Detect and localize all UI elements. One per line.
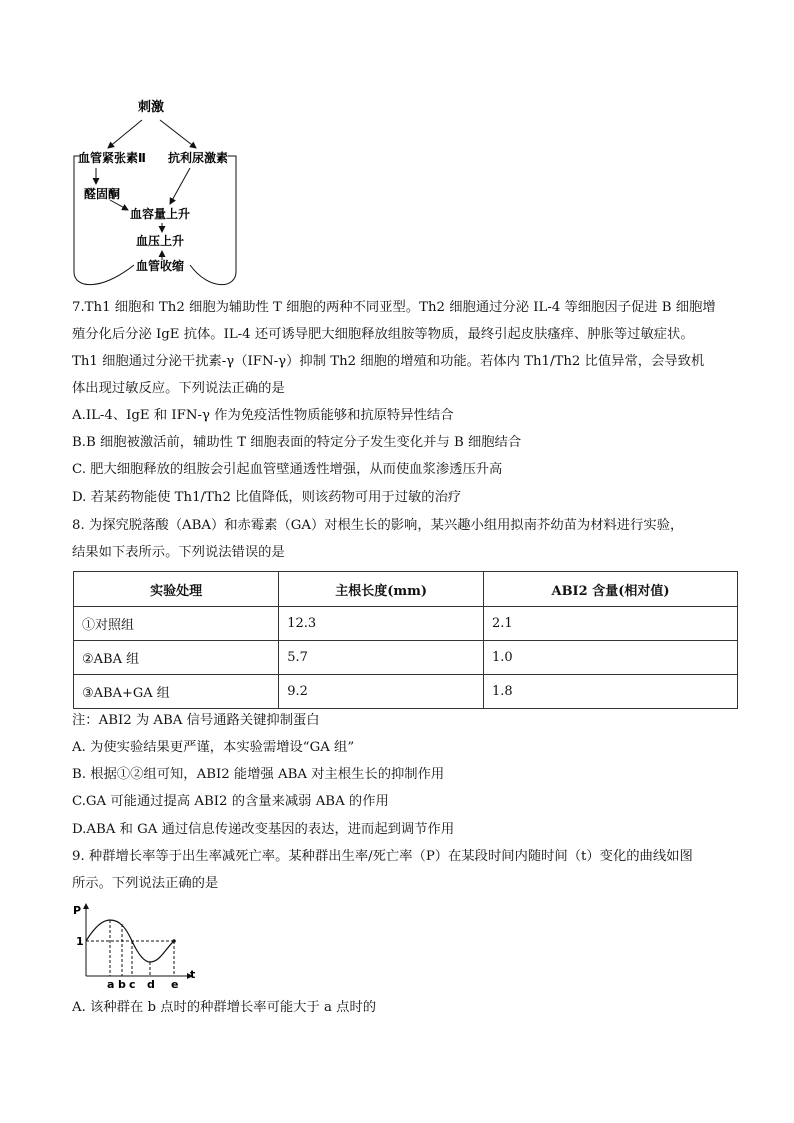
table-cell: 5.7 xyxy=(279,641,484,675)
x-tick-b: b xyxy=(118,978,126,990)
table-cell: 2.1 xyxy=(484,607,738,641)
table-cell: 1.0 xyxy=(484,641,738,675)
adh-label: 抗利尿激素 xyxy=(168,151,229,165)
arrow-stimulus-adh xyxy=(160,120,196,148)
point-e xyxy=(172,939,176,943)
x-tick-e: e xyxy=(171,978,179,990)
x-tick-d: d xyxy=(147,978,155,990)
q9-option-a: A. 该种群在 b 点时的种群增长率可能大于 a 点时的 xyxy=(72,1000,377,1015)
q8-option-a: A. 为使实验结果更严谨，本实验需增设“GA 组” xyxy=(72,740,355,755)
table-cell: 1.8 xyxy=(484,675,738,709)
q7-line-1: 7.Th1 细胞和 Th2 细胞为辅助性 T 细胞的两种不同亚型。Th2 细胞通过分泌 IL-4 等细胞因子促进 B 细胞增 xyxy=(72,300,716,315)
q7-option-b: B.B 细胞被激活前，辅助性 T 细胞表面的特定分子发生变化并与 B 细胞结合 xyxy=(72,435,522,450)
table-cell: 9.2 xyxy=(279,675,484,709)
q8-option-d: D.ABA 和 GA 通过信息传递改变基因的表达，进而起到调节作用 xyxy=(72,822,455,837)
y-tick-1: 1 xyxy=(76,935,84,948)
vasoconstriction-label: 血管收缩 xyxy=(136,259,185,273)
arrow-stimulus-ang2 xyxy=(108,120,142,148)
q7-option-a: A.IL-4、IgE 和 IFN-γ 作为免疫活性物质能够和抗原特异性结合 xyxy=(72,408,454,423)
ang2-label: 血管紧张素Ⅱ xyxy=(78,151,146,165)
table-row xyxy=(74,641,738,675)
table-cell: ②ABA 组 xyxy=(74,641,279,675)
aldosterone-label: 醛固酮 xyxy=(84,187,121,201)
loop-left xyxy=(74,156,134,285)
table-row xyxy=(74,675,738,709)
blood-volume-label: 血容量上升 xyxy=(130,207,191,221)
arrow-adh-volume xyxy=(170,168,190,204)
q8-option-c: C.GA 可能通过提高 ABI2 的含量来减弱 ABA 的作用 xyxy=(72,794,389,809)
q7-option-d: D. 若某药物能使 Th1/Th2 比值降低，则该药物可用于过敏的治疗 xyxy=(72,490,462,505)
blood-pressure-label: 血压上升 xyxy=(136,234,185,248)
table-row xyxy=(74,607,738,641)
experiment-table xyxy=(73,571,738,709)
x-axis-label: t xyxy=(190,968,196,981)
p-curve xyxy=(86,920,174,962)
q9-line-1: 9. 种群增长率等于出生率减死亡率。某种群出生率/死亡率（P）在某段时间内随时间（t）变化的曲线如图 xyxy=(72,849,693,864)
q7-option-c: C. 肥大细胞释放的组胺会引起血管壁通透性增强，从而使血浆渗透压升高 xyxy=(72,462,503,477)
table-cell: ①对照组 xyxy=(74,607,279,641)
q7-line-4: 体出现过敏反应。下列说法正确的是 xyxy=(72,381,285,396)
table-header: 主根长度(mm) xyxy=(279,572,484,607)
q8-line-2: 结果如下表所示。下列说法错误的是 xyxy=(72,545,285,560)
q9-line-2: 所示。下列说法正确的是 xyxy=(72,876,219,891)
table-cell: 12.3 xyxy=(279,607,484,641)
x-tick-a: a xyxy=(107,978,115,990)
table-header-row xyxy=(74,572,738,607)
q8-option-b: B. 根据①②组可知，ABI2 能增强 ABA 对主根生长的抑制作用 xyxy=(72,767,445,782)
q8-note: 注：ABI2 为 ABA 信号通路关键抑制蛋白 xyxy=(72,713,320,728)
regulation-diagram xyxy=(60,92,260,292)
arrow-aldosterone-volume xyxy=(110,200,128,210)
table-header: 实验处理 xyxy=(74,572,279,607)
table-cell: ③ABA+GA 组 xyxy=(74,675,279,709)
p-t-graph xyxy=(70,898,200,990)
table-header: ABI2 含量(相对值) xyxy=(484,572,738,607)
q8-line-1: 8. 为探究脱落酸（ABA）和赤霉素（GA）对根生长的影响，某兴趣小组用拟南芥幼苗为材料进行实验， xyxy=(72,518,684,533)
loop-right xyxy=(190,156,236,285)
q7-line-3: Th1 细胞通过分泌干扰素-γ（IFN-γ）抑制 Th2 细胞的增殖和功能。若体内 Th1/Th2 比值异常，会导致机 xyxy=(72,354,705,369)
q7-line-2: 殖分化后分泌 IgE 抗体。IL-4 还可诱导肥大细胞释放组胺等物质，最终引起皮肤瘙痒、肿胀等过敏症状。 xyxy=(72,327,694,342)
y-axis-label: P xyxy=(73,904,82,917)
x-tick-c: c xyxy=(129,978,136,990)
stimulus-label: 刺激 xyxy=(137,100,165,115)
